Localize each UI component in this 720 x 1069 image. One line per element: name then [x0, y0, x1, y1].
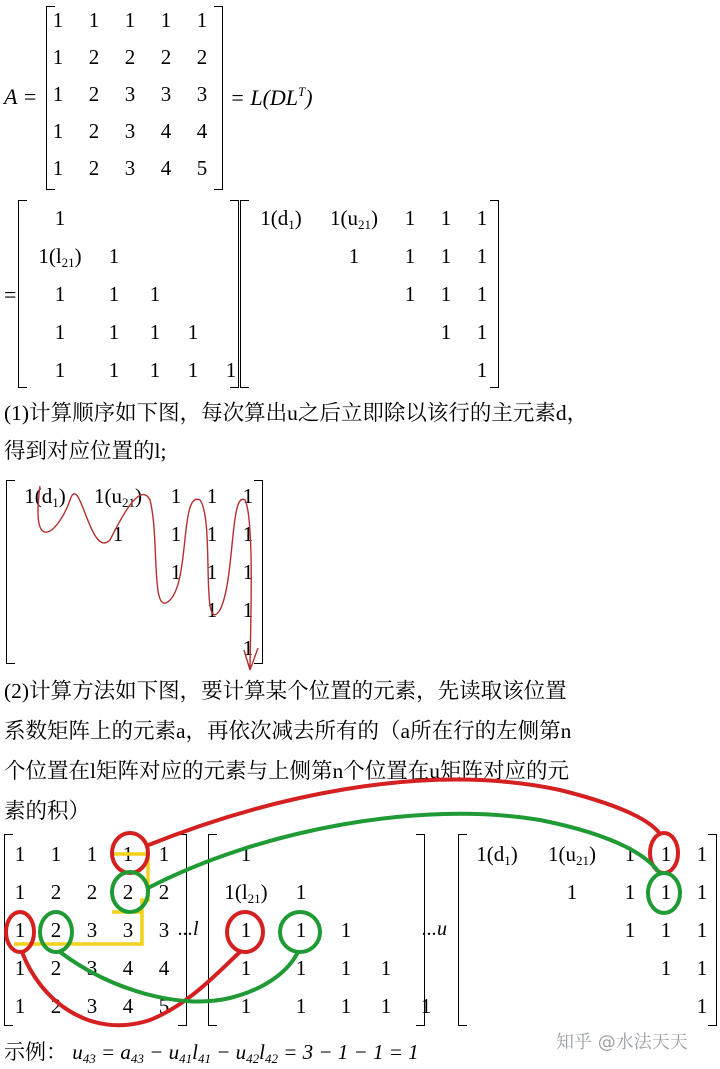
matrix-cell: 2 — [50, 880, 62, 904]
matrix-cell: 1 — [348, 244, 360, 268]
matrix-cell: 5 — [196, 156, 208, 180]
matrix-cell: $1(u_{21})$ — [94, 484, 142, 510]
matrix-cell: 1 — [14, 956, 26, 980]
matrix-cell: 3 — [86, 918, 98, 942]
matrix-cell: 2 — [88, 119, 100, 143]
matrix-cell: $1(u_{21})$ — [548, 842, 596, 868]
matrix-cell: 3 — [196, 82, 208, 106]
matrix-cell: 2 — [160, 45, 172, 69]
matrix-cell: 3 — [124, 119, 136, 143]
matrix-cell: 1 — [108, 320, 120, 344]
matrix-cell: 1 — [696, 994, 708, 1018]
matrix-cell: 1 — [660, 842, 672, 866]
matrix-cell: 3 — [122, 918, 134, 942]
matrix-cell: 1 — [86, 842, 98, 866]
matrix-cell: 1 — [240, 842, 252, 866]
matrix-cell: 1 — [242, 484, 254, 508]
matrix-cell: 1 — [52, 119, 64, 143]
matrix-cell: 1 — [206, 598, 218, 622]
matrix-cell: 4 — [196, 119, 208, 143]
matrix-cell: 1 — [696, 956, 708, 980]
matrix-cell: 1 — [54, 206, 66, 230]
matrix-cell: 1 — [206, 522, 218, 546]
matrix-cell: 1 — [696, 842, 708, 866]
matrix-cell: 1 — [476, 320, 488, 344]
matrix-cell: 4 — [160, 156, 172, 180]
para2-line3: 个位置在l矩阵对应的元素与上侧第n个位置在u矩阵对应的元 — [4, 759, 569, 783]
matrix-cell: 1 — [476, 206, 488, 230]
matrix-cell: 1 — [660, 918, 672, 942]
para2-line2: 系数矩阵上的元素a，再依次减去所有的（a所在行的左侧第n — [4, 719, 572, 743]
matrix-cell: 1 — [14, 918, 26, 942]
matrix-cell: 2 — [158, 880, 170, 904]
matrix-cell: 1 — [476, 282, 488, 306]
matrix-cell: 1 — [340, 918, 352, 942]
matrix-cell: 1 — [440, 320, 452, 344]
para2-line1: (2)计算方法如下图，要计算某个位置的元素，先读取该位置 — [4, 679, 567, 703]
red-arc-top — [146, 780, 660, 846]
matrix-cell: 1 — [108, 244, 120, 268]
matrix-cell: 1 — [149, 320, 161, 344]
matrix-cell: 5 — [158, 994, 170, 1018]
matrix-cell: 1 — [170, 560, 182, 584]
matrix-cell: 1 — [295, 880, 307, 904]
example-formula: $u_{43} = a_{43} - u_{41}l_{41} - u_{42}l_{42} = 3 - 1 - 1 = 1$ — [72, 1040, 419, 1066]
matrix-cell: 1 — [149, 358, 161, 382]
matrix-cell: $1(d_1)$ — [24, 484, 66, 510]
matrix-cell: $1(u_{21})$ — [330, 206, 378, 232]
matrix-cell: 1 — [624, 880, 636, 904]
matrix-cell: 1 — [242, 636, 254, 660]
matrix-cell: 1 — [196, 8, 208, 32]
matrix-cell: 1 — [50, 842, 62, 866]
bottom-dots-u: ...u — [422, 918, 447, 940]
matrix-cell: 3 — [124, 156, 136, 180]
matrix-cell: 2 — [88, 82, 100, 106]
matrix-cell: 1 — [404, 206, 416, 230]
matrix-cell: 1 — [440, 282, 452, 306]
para1-line1: (1)计算顺序如下图，每次算出u之后立即除以该行的主元素d， — [4, 401, 589, 425]
matrix-cell: 1 — [158, 842, 170, 866]
matrix-cell: 1 — [52, 156, 64, 180]
matrix-cell: 1 — [108, 282, 120, 306]
matrix-cell: $1(d_1)$ — [260, 206, 302, 232]
matrix-cell: 1 — [242, 522, 254, 546]
para1-line2: 得到对应位置的l; — [4, 439, 167, 463]
matrix-cell: 1 — [624, 842, 636, 866]
matrix-cell: 1 — [108, 358, 120, 382]
matrix-cell: 1 — [295, 918, 307, 942]
matrix-cell: 2 — [88, 45, 100, 69]
matrix-cell: 1 — [440, 244, 452, 268]
matrix-cell: 1 — [170, 522, 182, 546]
example-label: 示例： — [4, 1040, 67, 1064]
matrix-cell: 3 — [86, 956, 98, 980]
matrix-cell: 1 — [242, 598, 254, 622]
matrix-cell: 1 — [170, 484, 182, 508]
matrix-cell: 1 — [54, 282, 66, 306]
matrix-cell: 1 — [225, 358, 237, 382]
matrix-cell: 2 — [124, 45, 136, 69]
para2-line4: 素的积） — [4, 799, 91, 823]
matrix-cell: 1 — [54, 358, 66, 382]
matrix-cell: 1 — [340, 956, 352, 980]
matrix-cell: $1(d_1)$ — [476, 842, 518, 868]
matrix-cell: 3 — [124, 82, 136, 106]
matrix-cell: 1 — [476, 358, 488, 382]
matrix-cell: 1 — [660, 880, 672, 904]
decomp-l-left-bracket — [18, 200, 27, 388]
matrix-cell: 1 — [14, 994, 26, 1018]
matrix-cell: 3 — [158, 918, 170, 942]
matrix-cell: 1 — [295, 956, 307, 980]
matrix-cell: 1 — [440, 206, 452, 230]
matrix-cell: 2 — [122, 880, 134, 904]
matrix-cell: 2 — [86, 880, 98, 904]
matrix-cell: 2 — [50, 994, 62, 1018]
matrix-cell: 1 — [240, 956, 252, 980]
matrix-cell: 2 — [88, 156, 100, 180]
matrix-cell: 1 — [696, 918, 708, 942]
matrix-cell: 1 — [88, 8, 100, 32]
matrix-cell: 1 — [340, 994, 352, 1018]
matrix-cell: 1 — [14, 842, 26, 866]
matrix-cell: 1 — [122, 842, 134, 866]
matrix-cell: 1 — [52, 45, 64, 69]
matrix-cell: 3 — [160, 82, 172, 106]
matrix-cell: 1 — [112, 522, 124, 546]
matrix-cell: 4 — [160, 119, 172, 143]
bottom-dots-l: ...l — [178, 918, 199, 940]
matrix-cell: 1 — [206, 484, 218, 508]
matrix-a-rhs: = $L(DL^T)$ — [230, 84, 313, 110]
matrix-cell: 1 — [187, 358, 199, 382]
matrix-cell: 1 — [124, 8, 136, 32]
matrix-cell: 1 — [187, 320, 199, 344]
matrix-cell: 2 — [50, 918, 62, 942]
matrix-cell: 1 — [206, 560, 218, 584]
matrix-cell: 1 — [404, 244, 416, 268]
matrix-cell: 1 — [420, 994, 432, 1018]
matrix-cell: 1 — [404, 282, 416, 306]
matrix-cell: 1 — [52, 8, 64, 32]
matrix-cell: 4 — [122, 994, 134, 1018]
matrix-cell: 1 — [240, 994, 252, 1018]
matrix-cell: 3 — [86, 994, 98, 1018]
matrix-cell: 1 — [160, 8, 172, 32]
matrix-cell: $1(l_{21})$ — [224, 880, 268, 906]
matrix-cell: 4 — [122, 956, 134, 980]
watermark: 知乎 @水法天天 — [556, 1032, 688, 1053]
matrix-cell: 1 — [624, 918, 636, 942]
matrix-cell: 1 — [380, 994, 392, 1018]
matrix-cell: 2 — [196, 45, 208, 69]
matrix-cell: 2 — [50, 956, 62, 980]
matrix-cell: 4 — [158, 956, 170, 980]
matrix-cell: 1 — [696, 880, 708, 904]
matrix-cell: 1 — [14, 880, 26, 904]
matrix-cell: 1 — [240, 918, 252, 942]
matrix-cell: 1 — [149, 282, 161, 306]
decomp-equals: = — [4, 282, 17, 307]
matrix-cell: 1 — [52, 82, 64, 106]
example-line — [4, 1036, 419, 1067]
matrix-cell: $1(l_{21})$ — [38, 244, 82, 270]
matrix-cell: 1 — [660, 956, 672, 980]
matrix-a-label: A = — [4, 84, 38, 109]
matrix-cell: 1 — [242, 560, 254, 584]
matrix-cell: 1 — [380, 956, 392, 980]
matrix-cell: 1 — [295, 994, 307, 1018]
matrix-cell: 1 — [566, 880, 578, 904]
matrix-cell: 1 — [476, 244, 488, 268]
matrix-cell: 1 — [54, 320, 66, 344]
